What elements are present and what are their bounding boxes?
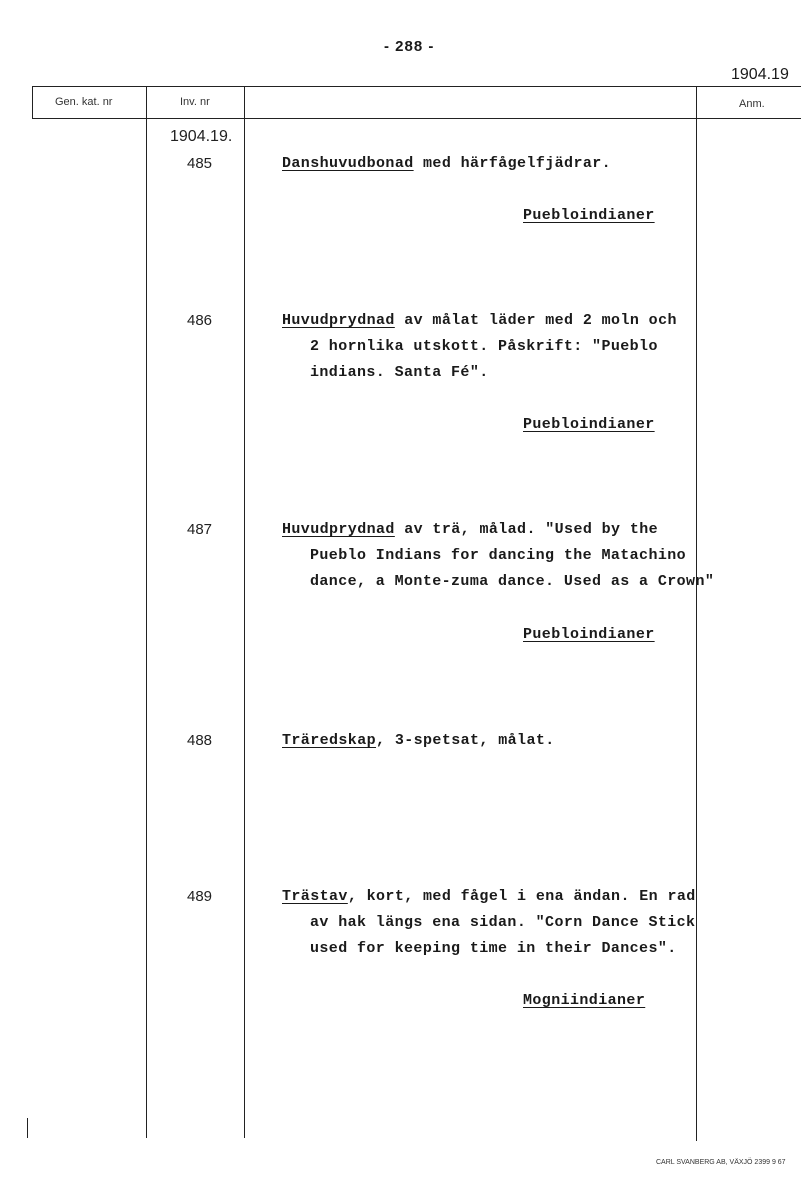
inv-number: 487 (187, 521, 213, 538)
description-continuation: dance, a Monte-zuma dance. Used as a Crown" (310, 573, 715, 590)
left-column-rule (32, 86, 33, 118)
text-anm-column-rule (696, 86, 697, 1141)
object-term: Huvudprydnad (282, 521, 395, 538)
inv-number: 486 (187, 312, 213, 329)
description-continuation: indians. Santa Fé". (310, 364, 489, 381)
description-line (282, 155, 611, 172)
description-line (282, 888, 696, 905)
gen-inv-column-rule (146, 86, 147, 1138)
inv-number: 485 (187, 155, 213, 172)
description-line (282, 312, 677, 329)
column-header-inv: Inv. nr (180, 96, 210, 108)
printer-footer: CARL SVANBERG AB, VÄXJÖ 2399 9 67 (656, 1159, 786, 1166)
object-term: Träredskap (282, 732, 377, 749)
description-continuation: Pueblo Indians for dancing the Matachino (310, 547, 687, 564)
inv-number: 488 (187, 732, 213, 749)
culture-label: Puebloindianer (523, 416, 655, 433)
series-label: 1904.19. (170, 128, 233, 145)
column-header-gen-kat: Gen. kat. nr (55, 96, 113, 108)
inv-text-column-rule (244, 86, 245, 1138)
description-text: med härfågelfjädrar. (413, 155, 612, 172)
object-term: Trästav (282, 888, 348, 905)
description-text: av målat läder med 2 moln och (394, 312, 677, 329)
description-continuation: 2 hornlika utskott. Påskrift: "Pueblo (310, 338, 658, 355)
description-text: , kort, med fågel i ena ändan. En rad (347, 888, 696, 905)
description-text: , 3-spetsat, målat. (376, 732, 555, 749)
description-text: av trä, målad. "Used by the (394, 521, 659, 538)
description-line (282, 732, 555, 749)
object-term: Huvudprydnad (282, 312, 395, 329)
left-margin-mark (27, 1118, 28, 1138)
column-header-anm: Anm. (739, 98, 765, 110)
culture-label: Mogniindianer (523, 992, 646, 1009)
description-line (282, 521, 658, 538)
header-bottom-rule (32, 118, 801, 119)
culture-label: Puebloindianer (523, 626, 655, 643)
object-term: Danshuvudbonad (282, 155, 414, 172)
inv-number: 489 (187, 888, 213, 905)
page-number: - 288 - (384, 38, 435, 55)
culture-label: Puebloindianer (523, 207, 655, 224)
table-top-rule (32, 86, 801, 87)
corner-series-number: 1904.19 (731, 66, 789, 83)
description-continuation: used for keeping time in their Dances". (310, 940, 677, 957)
description-continuation: av hak längs ena sidan. "Corn Dance Stick (310, 914, 696, 931)
